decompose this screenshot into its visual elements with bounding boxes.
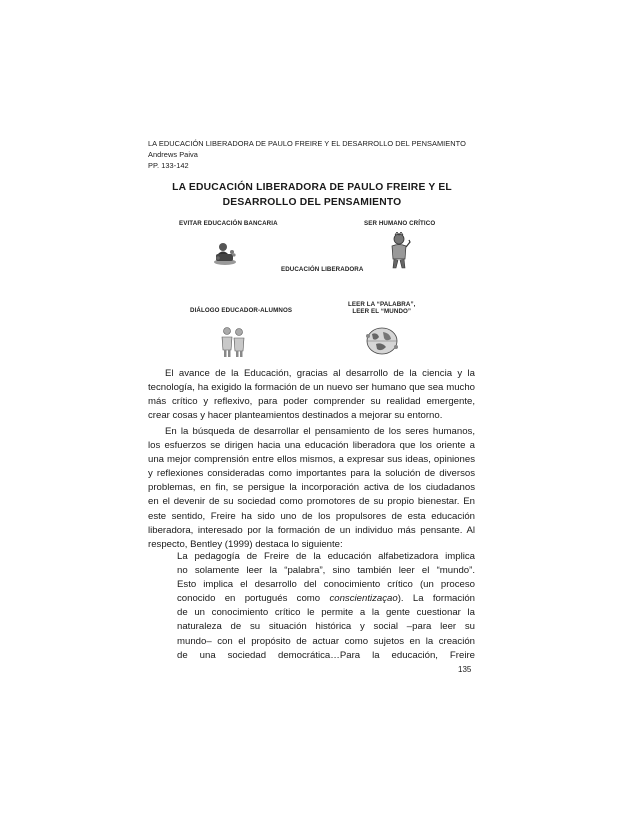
running-header-author: Andrews Paiva [148,150,198,159]
label-leer-mundo: LEER EL “MUNDO” [352,308,412,315]
dialogue-illustration [220,326,246,358]
article-title-line-2: DESARROLLO DEL PENSAMIENTO [222,197,402,208]
label-ser-humano-critico: SER HUMANO CRÍTICO [364,220,436,227]
article-title [140,180,484,210]
banking-education-illustration [212,240,238,266]
quote-line: La pedagogía de Freire de la educación alfabetizadora implica [177,551,475,562]
concept-diagram [148,212,478,362]
label-leer-palabra-mundo [348,301,415,315]
critical-human-illustration [386,232,412,272]
label-dialogo-educador-alumnos: DIÁLOGO EDUCADOR-ALUMNOS [190,307,293,314]
body-line: este sentido, Freire ha sido uno de los propulsores de esta educación [148,510,475,522]
block-quote [177,550,475,663]
body-line: respecto, Bentley (1999) destaca lo siguiente: [148,538,343,550]
quote-line: de un conocimiento crítico le permite a la gente cuestionar la [177,607,475,619]
body-line: En la búsqueda de desarrollar el pensamiento de los seres humanos, [165,426,475,437]
body-line: problemas, en fin, se persigue la incorporación activa de los ciudadanos [148,482,475,494]
body-line: tecnología, ha exigido la formación de un nuevo ser humano que sea mucho [148,382,475,394]
running-header-title: LA EDUCACIÓN LIBERADORA DE PAULO FREIRE Y EL DESARROLLO DEL PENSAMIENTO [148,139,466,148]
page-number: 135 [458,665,472,674]
article-title-line-1: LA EDUCACIÓN LIBERADORA DE PAULO FREIRE Y EL [172,182,452,193]
body-paragraph-2 [148,425,475,552]
globe-illustration [364,326,400,356]
body-line: más crítico y reflexivo, para poder comprender su realidad emergente, [148,396,475,408]
body-line: crear cosas y hacer planteamientos destinados a mejorar su entorno. [148,410,443,422]
body-line: El avance de la Educación, gracias al desarrollo de la ciencia y la [165,368,475,379]
quote-line: mundo– con el propósito de actuar como sujetos en la creación [177,635,475,647]
body-paragraph-1 [148,367,475,423]
label-educacion-liberadora: EDUCACIÓN LIBERADORA [281,266,364,273]
quote-italic-term: conscientizaçao [329,593,398,605]
body-line: en el devenir de su sociedad como promotores de su propio bienestar. En [148,496,475,508]
quote-line: Esto implica el desarrollo del conocimiento crítico (un proceso [177,579,475,591]
body-line: una mejor comprensión entre ellos mismos, a expresar sus ideas, opiniones [148,454,475,466]
quote-line: naturaleza de su situación histórica y social –para leer su [177,621,475,633]
quote-line [177,592,475,606]
body-line: y reflexiones consideradas como importantes para la solución de diversos [148,468,475,480]
quote-text: conocido en portugués como [177,593,330,605]
label-evitar-educacion-bancaria: EVITAR EDUCACIÓN BANCARIA [179,220,278,227]
body-line: liberadora, interesado por la formación de un individuo más pensante. Al [148,524,475,536]
quote-line: no solamente leer la “palabra”, sino también leer el “mundo”. [177,565,475,577]
running-header-pages: PP. 133-142 [148,161,189,170]
body-line: los esfuerzos se dirigen hacia una educación liberadora que los oriente a [148,440,475,452]
quote-line: de una sociedad democrática…Para la educación, Freire [177,649,475,661]
label-leer-palabra: LEER LA “PALABRA”, [348,301,416,308]
quote-text: ). La formación [397,593,475,605]
